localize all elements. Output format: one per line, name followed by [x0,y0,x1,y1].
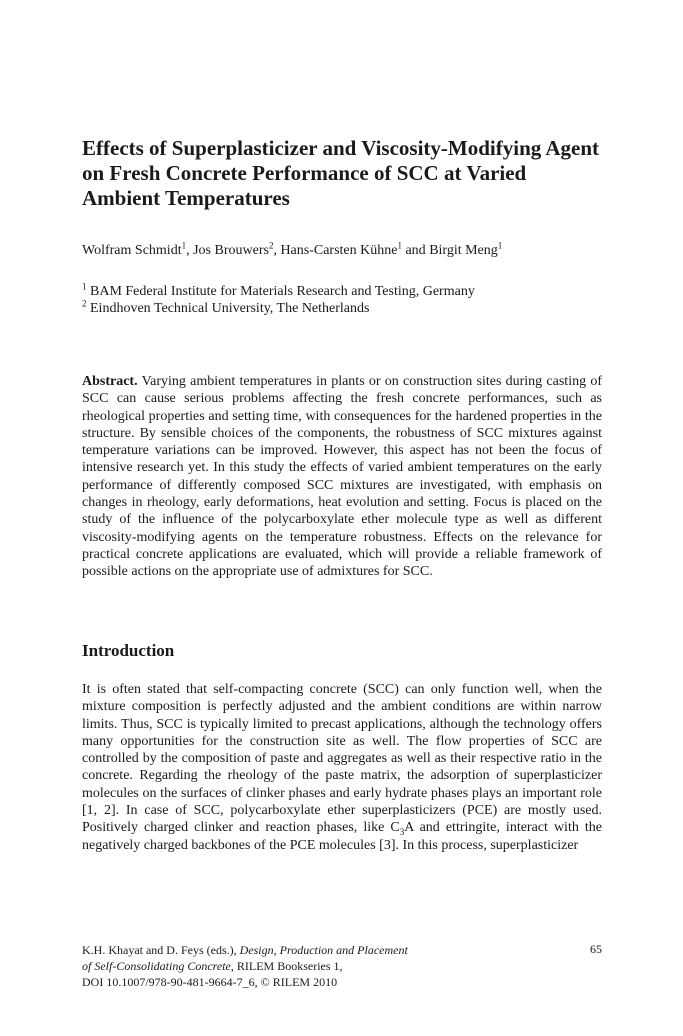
abstract [82,373,602,581]
author-name: Wolfram Schmidt [82,243,182,258]
citation-footer: K.H. Khayat and D. Feys (eds.), Design, Production and Placement of Self-Consolidating Concrete, RILEM Bookseries 1, DOI 10.1007/978-90-481-9664-7_6, © RILEM 2010 [82,942,602,990]
abstract-text: Varying ambient temperatures in plants or on construction sites during casting of SCC can cause serious problems affecting the fresh concrete performances, such as rheological properties and setting time, with consequences for the hardened properties in the structure. By sensible choices of the components, the robustness of SCC mixtures against temperature variations can be improved. However, this aspect has not been the focus of intensive research yet. In this study the effects of varied ambient temperatures on the early performance of differently composed SCC mixtures are investigated, with emphasis on changes in rheology, early deformations, heat evolution and setting. Focus is placed on the study of the influence of the polycarboxylate ether molecule type as well as different viscosity-modifying agents on the temperature robustness. Effects on the relevance for practical concrete applications are evaluated, which will provide a reliable framework of possible actions on the appropriate use of admixtures for SCC. [82,374,602,580]
page-number: 65 [590,942,602,956]
section-heading-introduction: Introduction [82,641,175,660]
abstract-label: Abstract. [82,374,138,389]
author-list: Wolfram Schmidt$^1$, Jos Brouwers$^2$, Hans-Carsten Kühne$^1$ and Birgit Meng$^1$ [82,240,503,258]
author-affil-mark: 1 [397,240,402,251]
affiliation-list [82,283,475,317]
author-name: Birgit Meng [429,243,498,258]
doi-line: DOI 10.1007/978-90-481-9664-7_6, © RILEM 2010 [82,975,338,989]
affiliation: $^1$ BAM Federal Institute for Materials Research and Testing, Germany [82,281,475,299]
author-name: Hans-Carsten Kühne [280,243,398,258]
paper-title: Effects of Superplasticizer and Viscosity-Modifying Agent on Fresh Concrete Performance of SCC at Varied Ambient Temperatures [82,136,600,210]
author-affil-mark: 1 [497,240,503,251]
introduction-paragraph: It is often stated that self-compacting concrete (SCC) can only function well, when the mixture composition is perfectly adjusted and the ambient conditions are within narrow limits. Thus, SCC is typically limited to precast applications, although the technology offers many opportunities for the construction site as well. The flow properties of SCC are controlled by the composition of paste and aggregates as well as their respective ratio in the concrete. Regarding the rheology of the paste matrix, the adsorption of superplasticizer molecules on the surfaces of clinker phases and early hydrate phases plays an important role [1, 2]. In case of SCC, polycarboxylate ether superplasticizers (PCE) are mostly used. Positively charged clinker and reaction phases, like $C_3A$ and ettringite, interact with the negatively charged backbones of the PCE molecules [3]. In this process, superplasticizer [82,682,602,853]
author-name: Jos Brouwers [193,243,269,258]
author-affil-mark: 2 [268,240,274,251]
subscript: 3 [399,827,405,838]
author-affil-mark: 1 [181,240,187,251]
affiliation: $^2$ Eindhoven Technical University, The Netherlands [82,298,370,316]
